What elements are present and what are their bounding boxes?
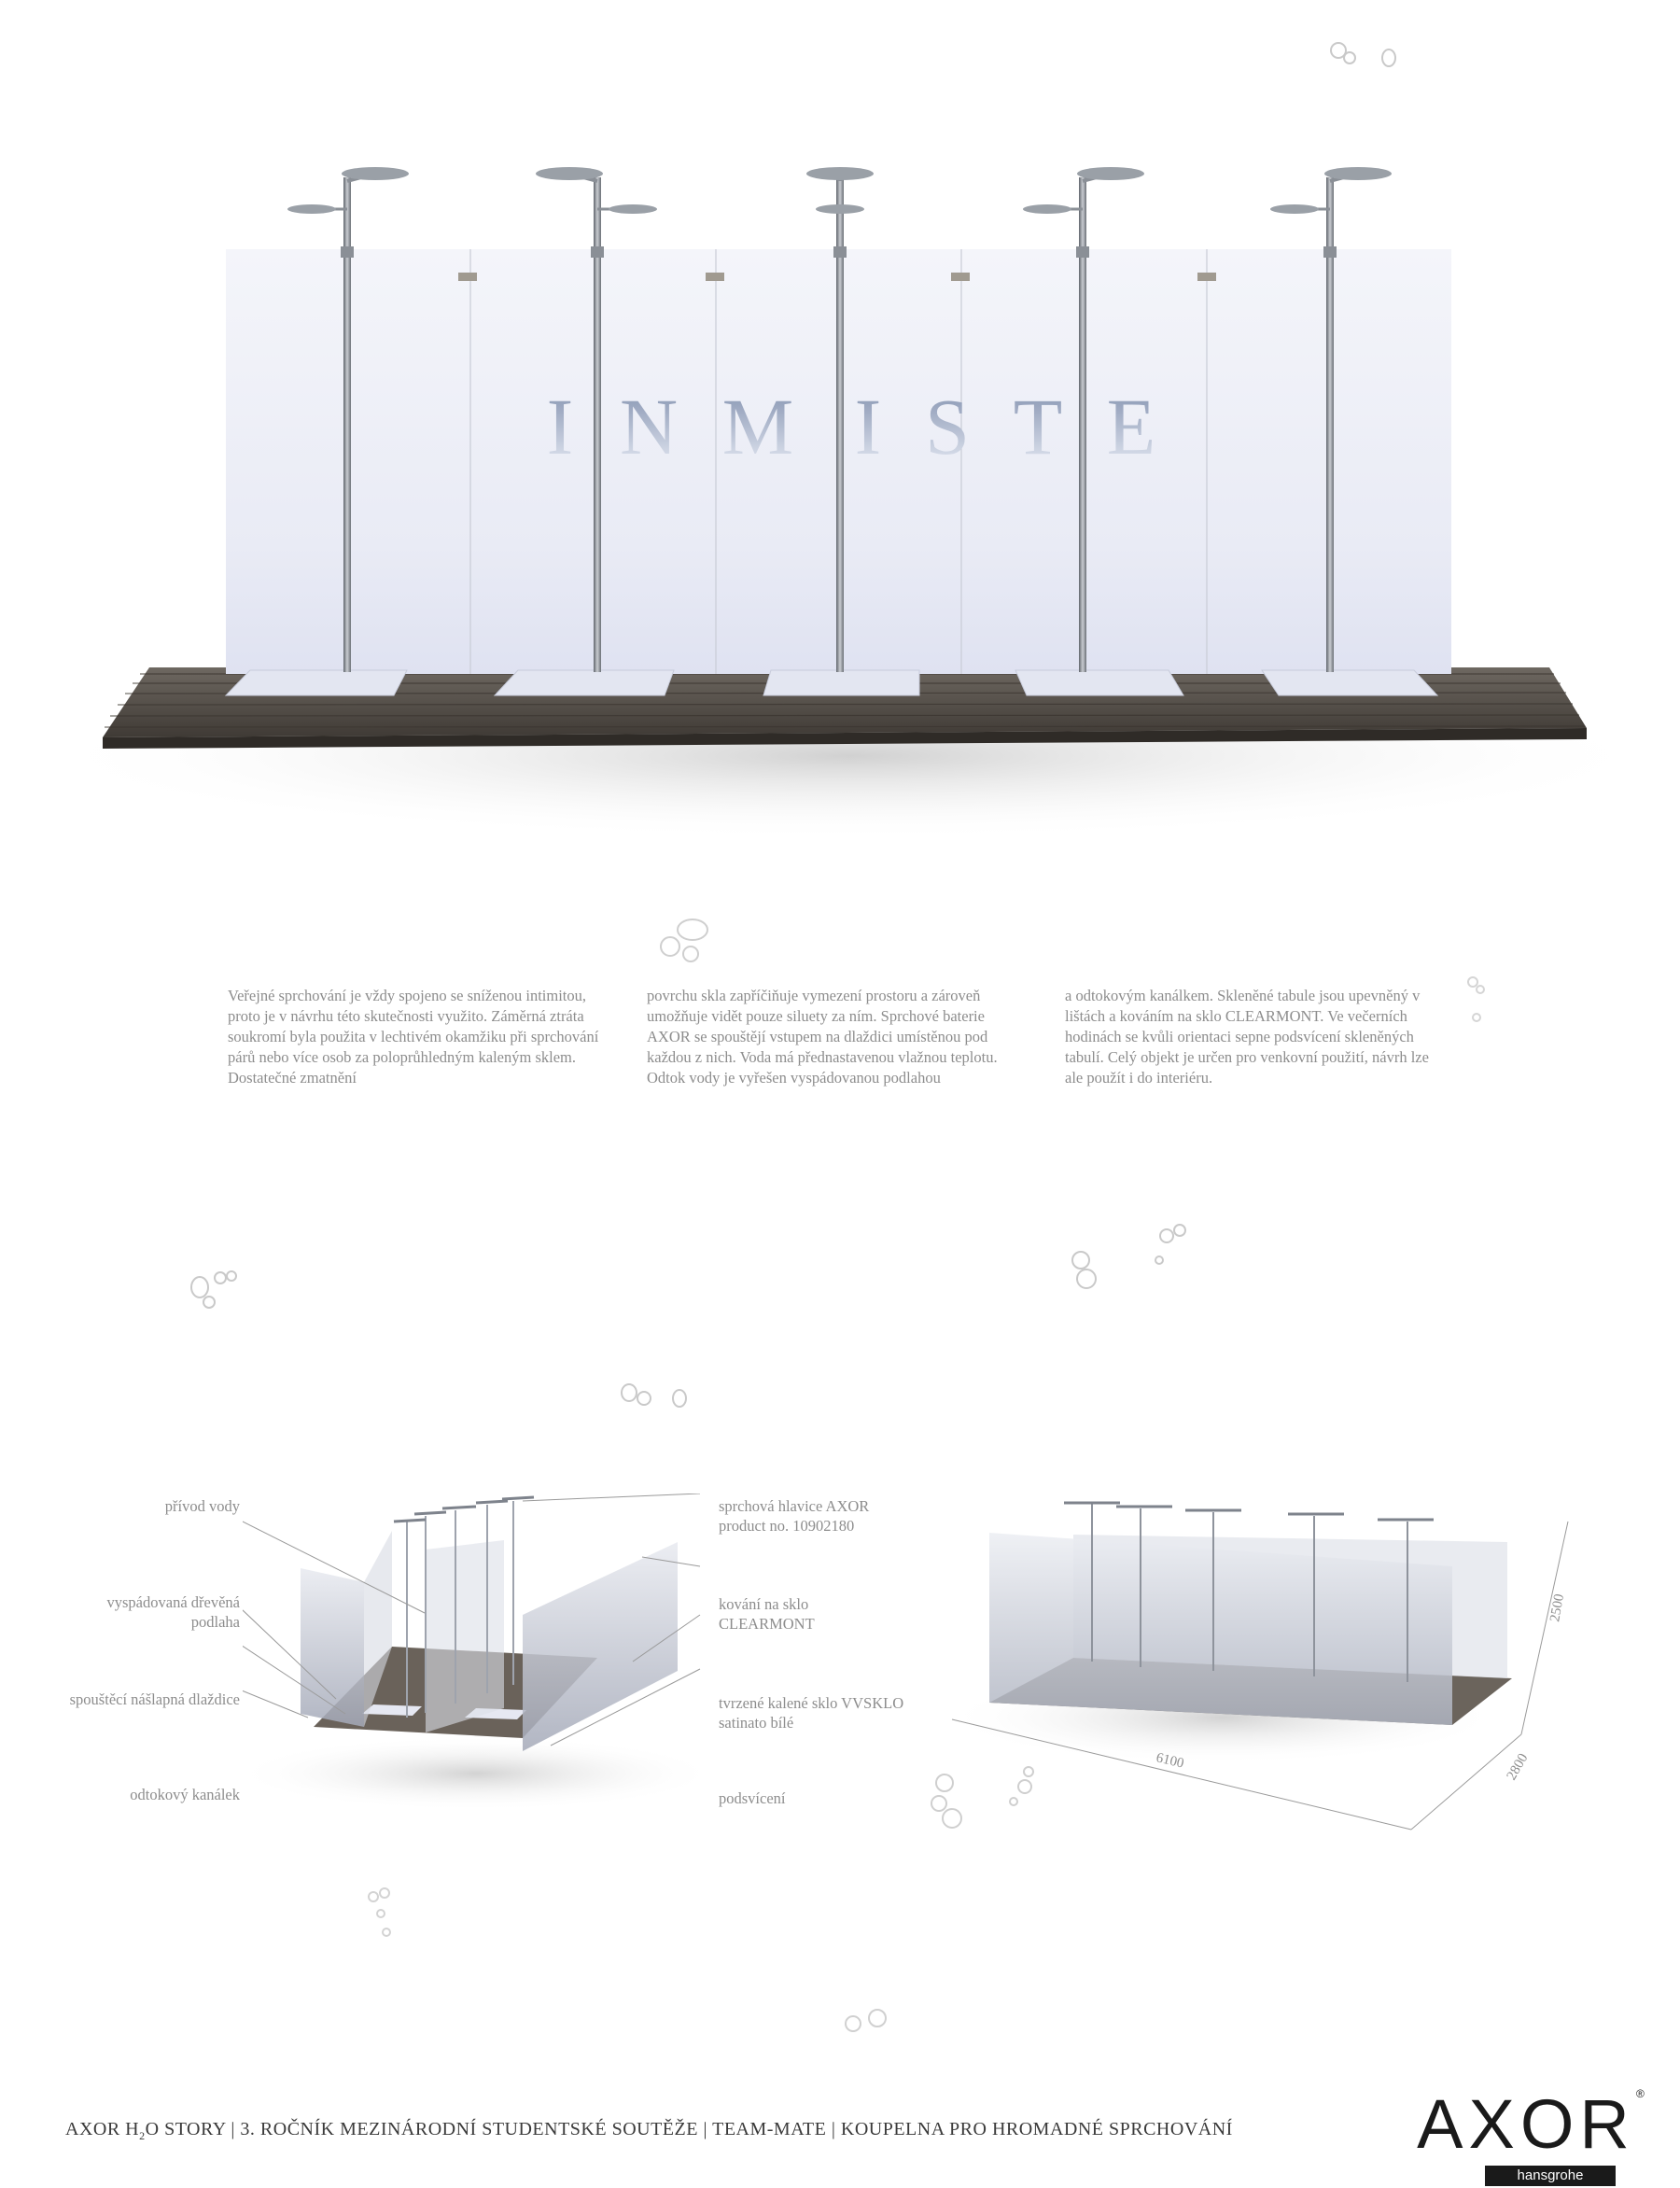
hero-title-letter: M: [721, 382, 794, 471]
water-drops-decoration: [187, 1265, 252, 1311]
footer-caption-subscript: 2: [139, 2129, 146, 2142]
water-drops-decoration: [1325, 35, 1400, 73]
axonometric-diagram-left: [243, 1494, 765, 1811]
footer-caption: [65, 2119, 1233, 2143]
shower-head: [1077, 167, 1144, 180]
shower-head: [816, 204, 864, 214]
hero-title-letter: N: [619, 382, 679, 471]
water-drops-decoration: [840, 2005, 896, 2037]
water-drops-decoration: [616, 1378, 691, 1415]
shower-mixer: [591, 246, 604, 258]
hero-title-letter: I: [546, 382, 574, 471]
callout-water-supply: přívod vody: [164, 1497, 240, 1515]
axor-logo-word: AXOR: [1417, 2085, 1635, 2163]
hero-title-letter: E: [1106, 382, 1156, 471]
shower-mixer: [341, 246, 354, 258]
registered-mark: ®: [1636, 2087, 1645, 2100]
water-drops-decoration: [1463, 971, 1491, 1027]
hero-title-letter: T: [1013, 382, 1063, 471]
description-column-1: Veřejné sprchování je vždy spojeno se sníženou intimitou, proto je v návrhu této skutečnosti využito. Záměrná ztráta soukromí byla použita v lechtivém okamžiku při sprchování párů nebo více osob za poloprůhledným kaleným sklem. Dostatečné zmatnění: [228, 987, 599, 1087]
hero-title-letter: S: [925, 382, 970, 471]
dimension-length: 6100: [1155, 1750, 1185, 1772]
callout-drain-channel: odtokový kanálek: [130, 1786, 240, 1803]
shower-head: [342, 167, 409, 180]
shower-head: [609, 204, 657, 214]
dimension-height: 2500: [1547, 1592, 1568, 1623]
callout-shower-head: sprchová hlavice AXOR product no. 10902180: [719, 1497, 870, 1535]
callout-tempered-glass: tvrzené kalené sklo VVSKLO satinato bílé: [719, 1694, 904, 1732]
dimension-depth: 2800: [1504, 1751, 1532, 1783]
footer-caption-part1: AXOR H: [65, 2119, 140, 2139]
shower-head: [536, 167, 603, 180]
footer-caption-part2: O STORY | 3. ROČNÍK MEZINÁRODNÍ STUDENTSKÉ SOUTĚŽE | TEAM-MATE | KOUPELNA PRO HROMADNÉ SPRCHOVÁNÍ: [145, 2119, 1233, 2139]
water-drops-decoration: [1064, 1219, 1195, 1294]
hansgrohe-label: hansgrohe: [1485, 2166, 1616, 2186]
shower-head: [806, 167, 874, 180]
water-drops-decoration: [364, 1884, 401, 1940]
shower-head: [287, 204, 336, 214]
description-column-3: a odtokovým kanálkem. Skleněné tabule jsou upevněný v lištách a kováním na sklo CLEARMONT. Ve večerních hodinách se kvůli orientaci sepne podsvícení skleněných tabulí. Celý objekt je určen pro venkovní použití, návrh lze ale použít i do interiéru.: [1065, 987, 1429, 1087]
callout-glass-fittings: kování na sklo CLEARMONT: [719, 1595, 815, 1633]
hero-title-letter: I: [854, 382, 882, 471]
callout-trigger-tile: spouštěcí nášlapná dlaždice: [69, 1690, 240, 1708]
water-drops-decoration: [651, 913, 717, 965]
shower-head: [1324, 167, 1392, 180]
axor-logo: [1405, 2087, 1647, 2188]
shower-installation-render: [0, 0, 1680, 840]
dimension-diagram-right: [933, 1484, 1587, 1858]
shower-mixer: [1076, 246, 1089, 258]
callout-backlighting: podsvícení: [719, 1789, 786, 1807]
shower-head: [1270, 204, 1319, 214]
callout-sloped-wooden-floor: vyspádovaná dřevěná podlaha: [106, 1593, 240, 1631]
description-column-2: povrchu skla zapříčiňuje vymezení prostoru a zároveň umožňuje vidět pouze siluety za ním. Sprchové baterie AXOR se spouštějí vstupem na dlaždici umístěnou pod každou z nich. Voda má přednastavenou vlažnou teplotu. Odtok vody je vyřešen vyspádovanou podlahou: [647, 987, 998, 1087]
shower-head: [1023, 204, 1071, 214]
shower-mixer: [833, 246, 847, 258]
shower-mixer: [1323, 246, 1337, 258]
hero-render: [0, 0, 1680, 840]
